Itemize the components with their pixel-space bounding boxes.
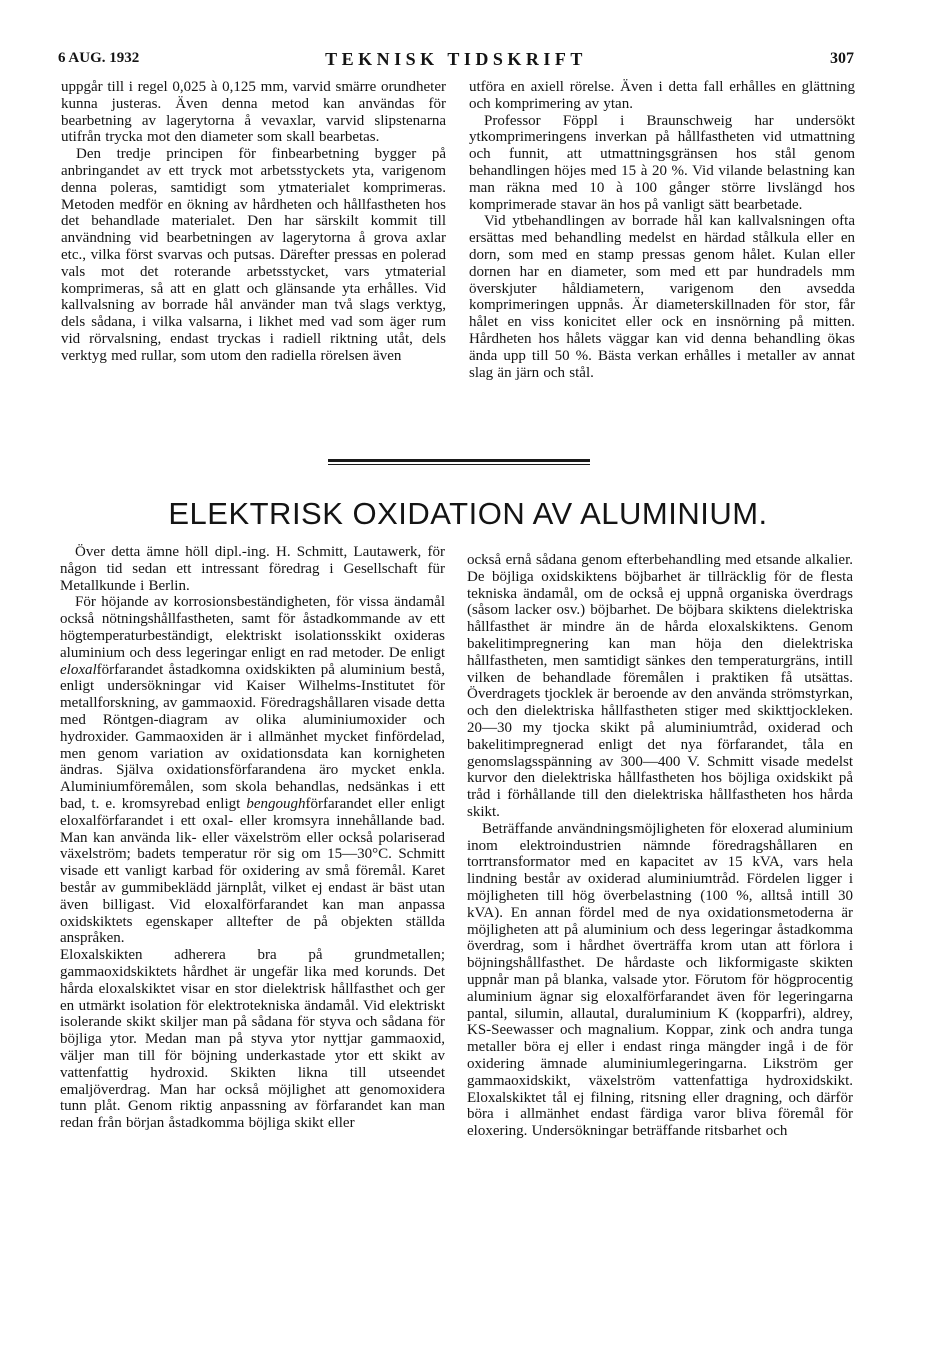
- italic-term: eloxal: [60, 661, 97, 678]
- article-right-column: [467, 552, 853, 1140]
- running-header: [58, 50, 854, 74]
- issue-date: 6 AUG. 1932: [58, 50, 140, 66]
- italic-term: bengough: [246, 795, 306, 812]
- paragraph: Eloxalskikten adherera bra på grundmetallen; gammaoxidskiktets hårdhet är ungefär lika med korunds. Det hårda eloxalskiktet visar en stor dielektrisk hållfasthet och ger en utmärkt isolation för elektrotekniska ändamål. Vid elektriskt isolerande skikt skiljer man på sådana för styva och sådana för böjliga ytor. Medan man på styva ytor nyttjar gammaoxid, väljer man till för böjning underkastade ytor ett skikt av vattenfattig hydroxid. Skikten likna till utseendet emaljöverdrag. Man har också möjlighet att genomoxidera tunn plåt. Genom riktig anpassning av förfarandet kan man redan från början åstadkomma böjliga skikt eller: [60, 947, 445, 1132]
- journal-title: TEKNISK TIDSKRIFT: [325, 49, 587, 69]
- article-divider: [328, 459, 590, 466]
- paragraph: Över detta ämne höll dipl.-ing. H. Schmitt, Lautawerk, för någon tid sedan ett intressant föredrag i Gesellschaft für Metallkunde i Berlin.: [60, 544, 445, 594]
- paragraph: Vid ytbehandlingen av borrade hål kan kallvalsningen ofta ersättas med behandling medelst en härdad stålkula eller en dorn, som med en stamp pressas genom hålet. Kulan eller dornen har en diameter, som med ett par hundradels mm överskjuter håldiametern, varigenom den avsedda komprimeringen uppnås. Är diameterskillnaden för stor, får hålet en viss konicitet eller ock en insnörning på mitten. Hårdheten hos hålets väggar kan vid denna behandling ökas ända upp till 50 %. Bästa verkan erhålles i metaller av annat slag än järn och stål.: [469, 213, 855, 381]
- paragraph: Beträffande användningsmöjligheten för eloxerad aluminium inom elektroindustrien nämnde föredragshållaren en torrtransformator med en kapacitet av 15 kVA, vars hela lindning består av oxiderad aluminiumtråd. Fördelen ligger i möjligheten till hög överbelastning (100 %, alltså intill 30 kVA). En annan fördel med de nya oxidationsmetoderna är möjligheten att på aluminium och dess legeringar åstadkomma överdrag, som i hårdhet överträffa krom utan att förlora i böjningshållfasthet. De hårdaste och likformigaste skikten uppnår man på blanka, valsade ytor. Förutom för högprocentig aluminium ägnar sig eloxalförfarandet även för legeringarna pantal, silumin, allautal, duraluminium K (kopparfri), aldrey, KS-Seewasser och magnalium. Koppar, zink och andra tunga metaller böra ej eller i endast ringa mängder ingå i de för oxidering ämnade aluminiumlegeringarna. Likström ger gammaoxidskikt, växelström vattenfattiga hydroxidskikt. Eloxalskiktet tål ej filning, ritsning eller dragning, och därför böra i allmänhet endast färdiga varor bliva föremål för eloxering. Undersökningar beträffande ritsbarhet och: [467, 820, 853, 1140]
- text-run: För höjande av korrosionsbeständigheten, för vissa ändamål också nötningshållfastheten, samt för åstadkommande av ett högtemperaturbeständigt, elektriskt isolationsskikt oxideras aluminium och dess legeringar enligt en rad metoder. De enligt: [60, 594, 445, 661]
- text-run: förfarandet eller enligt eloxalförfarandet i ett oxal- eller kromsyra innehållande bad. Man kan använda lik- eller växelström eller också polariserad växelström; badets temperatur rör sig om 15—30°C. Schmitt visade ett vanligt karbad för oxidering av små föremål. Karet består av gummibeklädd järnplåt, vilket ej endast är bäst utan även billigast. Vid eloxalförfarandet kan man anpassa oxidskiktets egenskaper alltefter de på objekten ställda anspråken.: [60, 795, 445, 947]
- previous-article-right-column: [469, 79, 855, 381]
- paragraph: uppgår till i regel 0,025 à 0,125 mm, varvid smärre orundheter kunna justeras. Även denna metod kan användas för bearbetning av lagerytorna å vevaxlar, varvid slipstenarna utifrån trycka mot den diameter som skall bearbetas.: [61, 79, 446, 146]
- paragraph: [60, 594, 445, 947]
- paragraph: också ernå sådana genom efterbehandling med etsande alkalier. De böjliga oxidskiktens böjbarhet är tillräcklig för de flesta tekniska ändamål, om de också ej uppnå organiska överdrags (såsom lacker osv.) böjbarhet. De böjbara skiktens dielektriska hållfasthet är mindre än de hårda eloxalskiktens. Genom bakelitimpregnering kan man höja den dielektriska hållfastheten, men samtidigt sänkes den temperaturgräns, intill vilken de behandlade föremålen i praktiken få utsättas. Överdragets tjocklek är beroende av den använda strömstyrkan, och den dielektriska hållfastheten stiger med skikttjockleken. 20—30 my tjocka skikt på aluminiumtråd, oxiderad och bakelitimpregnerad enligt det nya förfarandet, tåla en genomslagsspänning av 300—400 V. Schmitt visade medelst kurvor den dielektriska hållfastheten hos böjliga oxidskikt på tråd i förhållande till den dielektriska hållfastheten hos hårda skikt.: [467, 552, 853, 820]
- paragraph: utföra en axiell rörelse. Även i detta fall erhålles en glättning och komprimering av ytan.: [469, 79, 855, 112]
- previous-article-left-column: [61, 79, 446, 365]
- paragraph: Professor Föppl i Braunschweig har undersökt ytkomprimeringens inverkan på hållfastheten vid utmattning och funnit, att utmattningsgränsen hos stål genom behandlingen höjes med 15 à 20 %. Vid vilande belastning kan man räkna med 10 à 100 gånger större livslängd hos komprimerade stavar än hos på vanligt sätt bearbetade.: [469, 112, 855, 213]
- article-title: ELEKTRISK OXIDATION AV ALUMINIUM.: [168, 496, 768, 531]
- article-left-column: [60, 544, 445, 1132]
- paragraph: Den tredje principen för finbearbetning bygger på anbringandet av ett tryck mot arbetsstyckets yta, varigenom denna poleras, samtidigt som ytmaterialet komprimeras. Metoden medför en ökning av hårdheten och hållfastheten hos det behandlade materialet. Den har särskilt kommit till användning vid bearbetningen av lagerytorna å grova axlar etc., vilka först svarvas och putsas. Därefter pressas en polerad vals mot det roterande arbetsstycket, vars ytmaterial komprimeras, så att en glatt och glänsande yta erhålles. Vid kallvalsning av borrade hål använder man två slags verktyg, dels sådana, i vilka valsarna, i likhet med vad som äger rum vid rörvalsning, endast tryckas i radiell riktning utåt, dels verktyg med rullar, som utom den radiella rörelsen även: [61, 146, 446, 364]
- page-number: 307: [830, 50, 854, 67]
- text-run: förfarandet åstadkomna oxidskikten på aluminium bestå, enligt undersökningar vid Kaiser Wilhelms-Institutet för metallforskning, av gammaoxid. Föredragshållaren visade detta med Röntgen-diagram av olika aluminiumoxider och hydroxider. Gammaoxiden är i allmänhet mycket finfördelad, men genom variation av oxidationsdata kan kornigheten ändras. Själva oxidationsförfarandena äro mycket enkla. Aluminiumföremålen, som skola behandlas, nedsänkas i ett bad, t. e. kromsyrebad enligt: [60, 661, 445, 812]
